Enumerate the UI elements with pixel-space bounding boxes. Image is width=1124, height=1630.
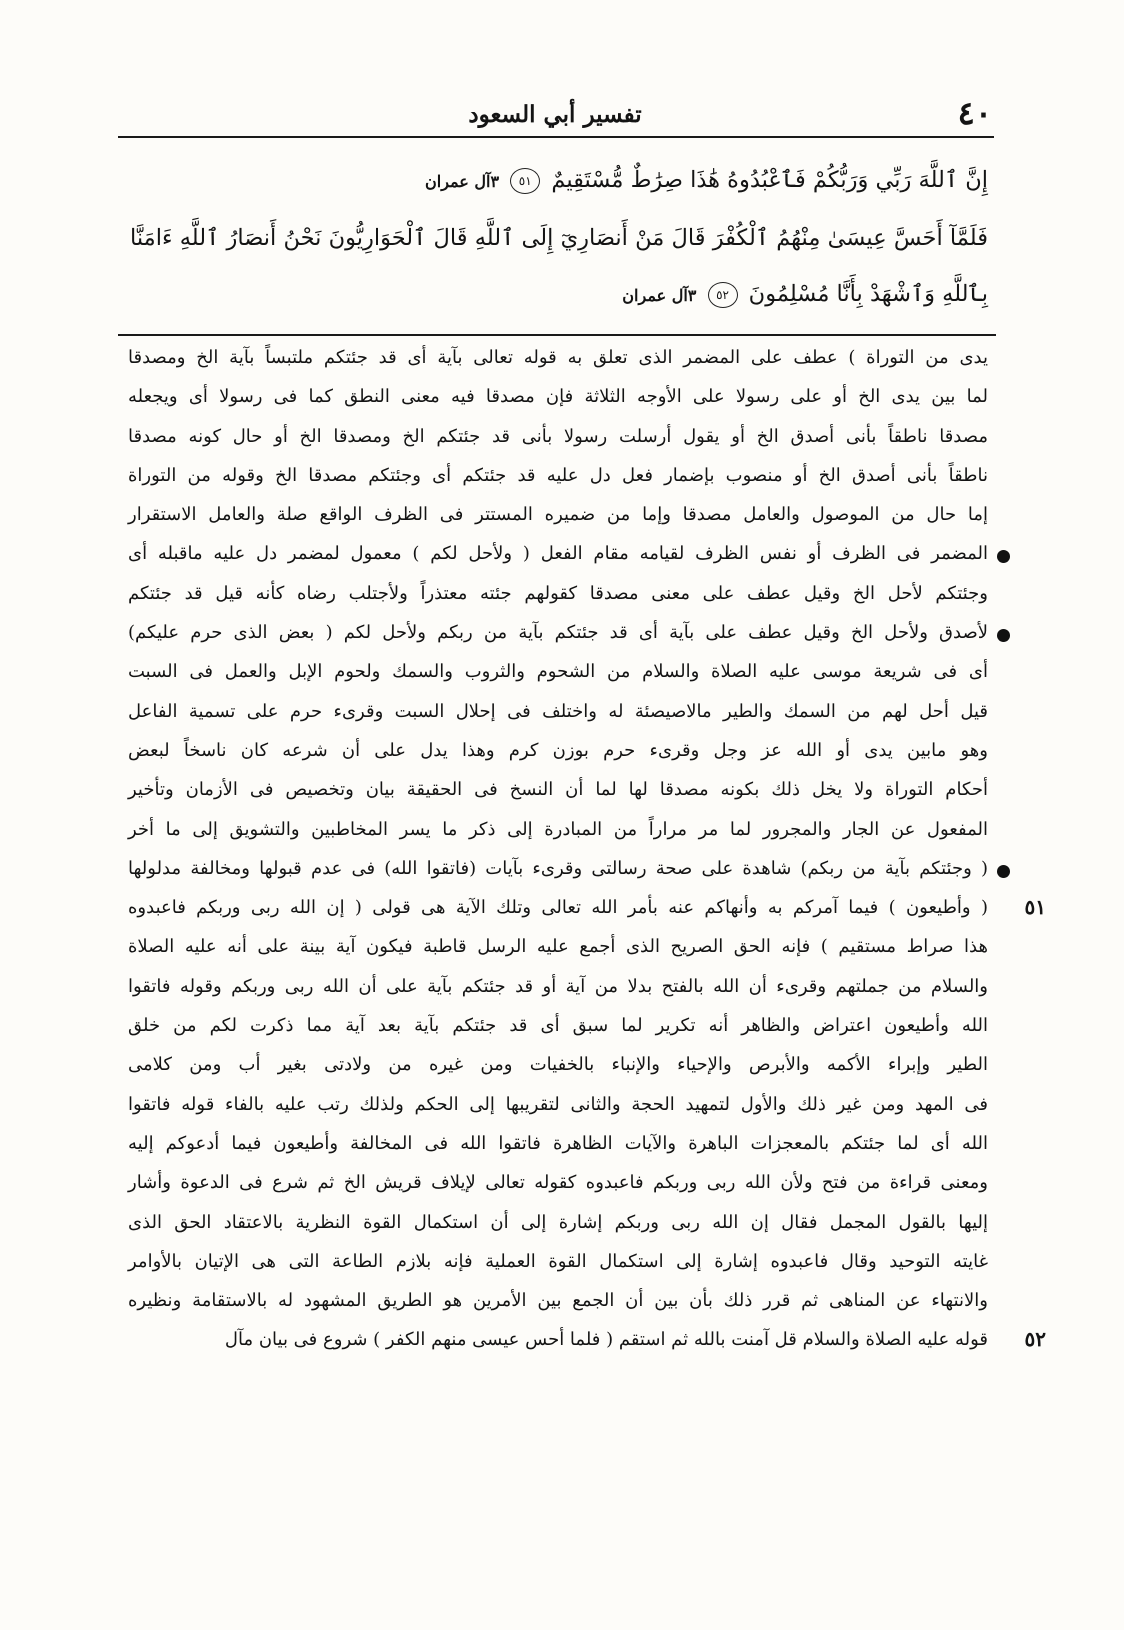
ayah-number-marker: ٥١	[510, 168, 540, 194]
commentary-text: إما حال من الموصول والعامل مصدقا وإما من ضميره المستتر فى الظرف الواقع صلة والعامل الاستقرار	[128, 504, 989, 526]
commentary-line	[128, 1242, 988, 1281]
commentary-text: مصدقا ناطقاً بأنى أصدق الخ أو يقول أرسلت رسولا بأنى قد جئتكم الخ ومصدقا الخ أو حال كونه مصدقا	[128, 425, 988, 447]
commentary-text: لأصدق ولأحل الخ وقيل عطف على بآية أى قد جئتكم بآية من ربكم ولأحل لكم ( بعض الذى حرم عليكم)	[128, 622, 988, 644]
commentary-line	[128, 692, 988, 731]
margin-verse-number: ٥١	[1024, 895, 1046, 920]
commentary-line	[128, 1320, 1046, 1359]
commentary-text: الله أى لما جئتكم بالمعجزات الباهرة والآيات الظاهرة فاتقوا الله فى المخالفة وأطيعون فيما أدعوكم إليه	[128, 1132, 988, 1154]
quran-verses-block	[130, 152, 988, 324]
verse-text: إِنَّ ٱللَّهَ رَبِّي وَرَبُّكُمْ فَٱعْبُدُوهُ هَٰذَا صِرَٰطٌ مُّسْتَقِيمٌ	[551, 167, 988, 193]
commentary-line	[128, 888, 1046, 927]
commentary-line	[128, 652, 988, 691]
surah-reference: ٣آل عمران	[425, 172, 500, 191]
commentary-line	[128, 456, 988, 495]
commentary-text: إليها بالقول المجمل فقال إن الله ربى وربكم إشارة إلى أن استكمال القوة النظرية بالاعتقاد الحق الذى	[128, 1211, 988, 1233]
commentary-text: لما بين يدى الخ أو على رسولا على الأوجه الثلاثة فإن مصدقا فيه معنى النطق كما فى رسولا أى ويجعله	[128, 386, 988, 408]
commentary-line	[128, 770, 988, 809]
commentary-line	[128, 417, 988, 456]
page-header	[118, 96, 992, 132]
section-bullet-marker	[997, 550, 1010, 563]
header-rule	[118, 136, 994, 138]
ayah-number-marker: ٥٢	[708, 282, 738, 308]
commentary-line	[128, 1281, 988, 1320]
verse-text: بِٱللَّهِ وَٱشْهَدْ بِأَنَّا مُسْلِمُونَ	[748, 281, 988, 307]
commentary-line	[128, 1045, 988, 1084]
commentary-line	[128, 495, 988, 534]
margin-verse-number: ٥٢	[1024, 1327, 1046, 1352]
commentary-line	[128, 534, 988, 573]
commentary-line	[128, 613, 988, 652]
commentary-text: أحكام التوراة ولا يخل ذلك بكونه مصدقا لها لما أن النسخ فى الحقيقة بيان وتخصيص فى الأزمان وتأخير	[128, 779, 988, 801]
commentary-text: يدى من التوراة ) عطف على المضمر الذى تعلق به قوله تعالى بآية أى قد جئتكم ملتبساً بآية الخ ومصدقا	[128, 347, 988, 368]
running-title: تفسير أبي السعود	[468, 101, 642, 128]
commentary-line	[128, 1163, 988, 1202]
commentary-line	[128, 377, 988, 416]
commentary-text: ( وجئتكم بآية من ربكم) شاهدة على صحة رسالتى وقرىء بآيات (فاتقوا الله) فى عدم قبولها ومخالفة مدلولها	[128, 857, 988, 879]
commentary-line	[128, 927, 988, 966]
commentary-text: فى المهد ومن غير ذلك والأول لتمهيد الحجة والثانى لتقريبها إلى الحكم ولذلك رتب عليه بالفاء قوله فاتقوا	[128, 1093, 988, 1115]
commentary-text: وهو مابين يدى أو الله عز وجل وقرىء حرم بوزن كرم وهذا يدل على أن شرعه كان ناسخاً لبعض	[128, 739, 988, 761]
commentary-line	[128, 810, 988, 849]
commentary-block	[128, 338, 1046, 1360]
surah-reference: ٣آل عمران	[622, 286, 697, 305]
page-number: ٤٠	[957, 94, 992, 132]
commentary-line	[128, 574, 988, 613]
commentary-text: قيل أحل لهم من السمك والطير مالاصيصئة له واختلف فى إحلال السبت وقرىء حرم على تسمية الفاعل	[128, 700, 988, 722]
verse-line	[130, 210, 988, 266]
commentary-text: والانتهاء عن المناهى ثم قرر ذلك بأن بين أن الجمع بين الأمرين هو الطريق المشهود له بالاستقامة ونظيره	[128, 1290, 988, 1312]
commentary-line	[128, 338, 988, 377]
commentary-text: وجئتكم لأحل الخ وقيل عطف على معنى مصدقا كقولهم جئته معتذراً ولأجتلب رضاه كأنه قيل قد جئتكم	[128, 582, 988, 604]
commentary-text: المضمر فى الظرف أو نفس الظرف لقيامه مقام الفعل ( ولأحل لكم ) معمول لمضمر دل عليه ماقبله أى	[128, 543, 988, 565]
commentary-text: ومعنى قراءة من فتح ولأن الله ربى وربكم فاعبدوه كقوله تعالى لإيلاف قريش الخ ثم شرع فى الدعوة وأشار	[128, 1172, 988, 1194]
verse-text: فَلَمَّآ أَحَسَّ عِيسَىٰ مِنْهُمُ ٱلْكُفْرَ قَالَ مَنْ أَنصَارِيٓ إِلَى ٱللَّهِ قَالَ ٱلْحَوَارِيُّونَ نَحْنُ أَنصَارُ ٱللَّهِ ءَامَنَّا	[130, 225, 988, 251]
commentary-text: الله وأطيعون اعتراض والظاهر أنه تكرير لما سبق أى قد جئتكم بآية بعد آية مما ذكرت لكم من خلق	[128, 1015, 988, 1037]
commentary-line	[128, 1085, 988, 1124]
commentary-line	[128, 731, 988, 770]
verse-line	[130, 266, 988, 324]
commentary-text: ( وأطيعون ) فيما آمركم به وأنهاكم عنه بأمر الله تعالى وتلك الآية هى قولى ( إن الله ربى وربكم فاعبدوه	[128, 897, 988, 919]
commentary-line	[128, 1124, 988, 1163]
commentary-line	[128, 849, 988, 888]
commentary-text: هذا صراط مستقيم ) فإنه الحق الصريح الذى أجمع عليه الرسل قاطبة فيكون آية بينة على أنه عليه الصلاة	[128, 936, 988, 958]
commentary-text: أى فى شريعة موسى عليه الصلاة والسلام من الشحوم والثروب والسمك ولحوم الإبل والعمل فى السبت	[128, 661, 988, 683]
commentary-line	[128, 1203, 988, 1242]
commentary-line	[128, 967, 988, 1006]
commentary-text: المفعول عن الجار والمجرور لما مر مراراً من المبادرة إلى ذكر ما يسر المخاطبين والتشويق إلى ما أخر	[128, 818, 988, 840]
verse-line	[130, 152, 988, 210]
commentary-text: والسلام من جملتهم وقرىء أن الله بالفتح بدلا من آية أو قد جئتكم بآية على أن الله ربى وربكم وقوله فاتقوا	[128, 975, 988, 997]
verses-separator-rule	[118, 334, 996, 336]
section-bullet-marker	[997, 865, 1010, 878]
section-bullet-marker	[997, 629, 1010, 642]
commentary-line	[128, 1006, 988, 1045]
commentary-text: غايته التوحيد وقال فاعبدوه إشارة إلى استكمال القوة العملية فإنه بلازم الطاعة التى هى الإتيان بالأوامر	[128, 1250, 988, 1272]
commentary-text: الطير وإبراء الأكمه والأبرص والإحياء والإنباء بالخفيات ومن غيره من ولادتى بغير أب ومن كلامى	[128, 1054, 988, 1076]
commentary-text: ناطقاً بأنى أصدق الخ أو منصوب بإضمار فعل دل عليه قد جئتكم أى وجئتكم مصدقا الخ وقوله من التوراة	[128, 464, 988, 486]
commentary-text: قوله عليه الصلاة والسلام قل آمنت بالله ثم استقم ( فلما أحس عيسى منهم الكفر ) شروع فى بيان مآل	[224, 1329, 988, 1351]
